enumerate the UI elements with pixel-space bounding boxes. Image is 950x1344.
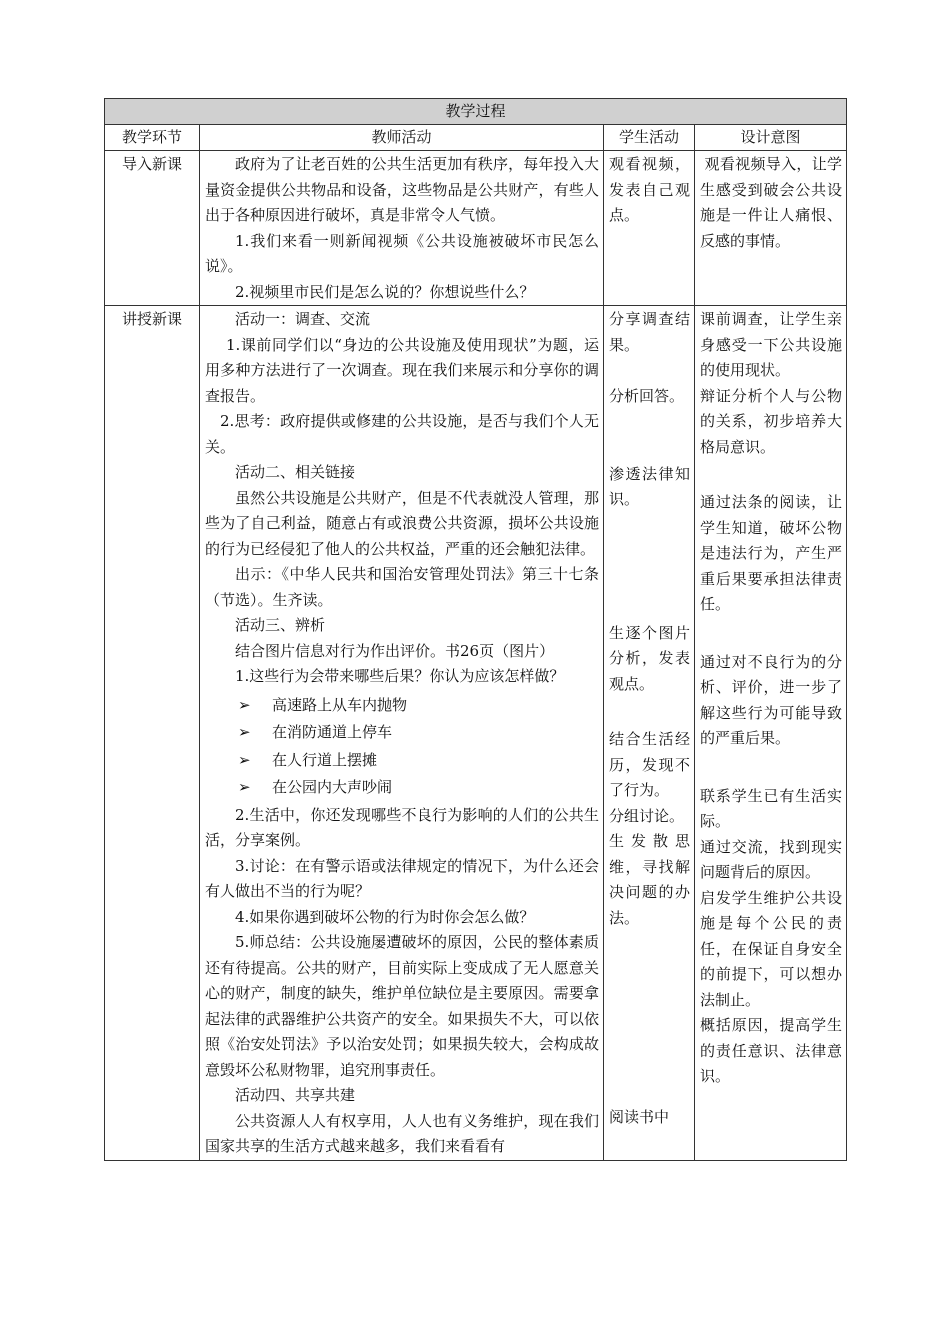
teacher-lecture (200, 306, 604, 1161)
activity1-p1: 1.课前同学们以“身边的公共设施及使用现状”为题，运用多种方法进行了一次调查。现在我们来展示和分享你的调查报告。 (205, 335, 599, 405)
header-student: 学生活动 (604, 125, 695, 151)
activity3-q1: 1.这些行为会带来哪些后果？你认为应该怎样做？ (235, 667, 565, 685)
header-teacher: 教师活动 (200, 125, 604, 151)
student-s1: 分享调查结果。 (609, 310, 690, 354)
header-row (105, 125, 847, 151)
activity1-title: 活动一：调查、交流 (235, 310, 371, 328)
intent-i6: 通过交流，找到现实问题背后的原因。 (700, 837, 843, 881)
arrow-bullet-icon: ➢ (238, 750, 251, 769)
header-stage: 教学环节 (105, 125, 200, 151)
student-s6: 分组讨论。 (609, 806, 685, 825)
student-s4: 生逐个图片分析，发表观点。 (609, 623, 690, 693)
activity2-p2: 出示：《中华人民共和国治安管理处罚法》第三十七条（节选）。生齐读。 (205, 565, 599, 609)
arrow-bullet-icon: ➢ (238, 723, 251, 741)
intent-i4: 通过对不良行为的分析、评价，进一步了解这些行为可能导致的严重后果。 (700, 652, 843, 747)
activity4-title: 活动四、共享共建 (235, 1086, 356, 1104)
student-s7: 生发散思维，寻找解决问题的办法。 (609, 832, 690, 927)
teacher-intro (200, 151, 604, 306)
student-s5: 结合生活经历，发现不了行为。 (609, 730, 690, 799)
intent-intro (695, 151, 847, 306)
arrow-bullet-icon: ➢ (238, 695, 251, 714)
intent-i1: 课前调查，让学生亲身感受一下公共设施的使用现状。 (700, 310, 843, 379)
stage-intro: 导入新课 (105, 151, 200, 306)
student-lecture (604, 306, 695, 1161)
list-item (205, 775, 599, 801)
activity1-p2: 2.思考：政府提供或修建的公共设施，是否与我们个人无关。 (205, 412, 599, 456)
activity3-q4: 4.如果你遇到破坏公物的行为时你会怎么做？ (235, 907, 535, 926)
bullet-text: 高速路上从车内抛物 (272, 695, 408, 714)
teaching-process-table (104, 98, 847, 1161)
intent-i8: 概括原因，提高学生的责任意识、法律意识。 (700, 1016, 843, 1085)
activity3-q5: 5.师总结：公共设施屡遭破坏的原因，公民的整体素质还有待提高。公共的财产，目前实际上变成成了无人愿意关心的财产，制度的缺失，维护单位缺位是主要原因。需要拿起法律的武器维护公共资产的安全。如果损失不大，可以依照《治安处罚法》予以治安处罚；如果损失较大，会构成故意毁坏公私财物罪，追究刑事责任。 (205, 933, 599, 1079)
table-title: 教学过程 (105, 99, 847, 125)
student-s3: 渗透法律知识。 (609, 464, 690, 508)
student-s2: 分析回答。 (609, 387, 685, 405)
arrow-bullet-icon: ➢ (238, 778, 251, 796)
activity3-q2: 2.生活中，你还发现哪些不良行为影响的人们的公共生活，分享案例。 (205, 805, 599, 849)
activity3-title: 活动三、辨析 (235, 616, 326, 634)
intent-i3: 通过法条的阅读，让学生知道，破坏公物是违法行为，产生严重后果要承担法律责任。 (700, 493, 843, 613)
activity3-p1: 结合图片信息对行为作出评价。书26页（图片） (235, 641, 555, 660)
intent-i2: 辩证分析个人与公物的关系，初步培养大格局意识。 (700, 386, 843, 456)
student-s8: 阅读书中 (609, 1108, 670, 1126)
activity4-p1: 公共资源人人有权享用，人人也有义务维护，现在我们国家共享的生活方式越来越多，我们来看看有 (205, 1111, 599, 1155)
teacher-intro-p2: 1.我们来看一则新闻视频《公共设施被破坏市民怎么说》。 (205, 231, 599, 275)
table-row-intro (105, 151, 847, 306)
student-intro (604, 151, 695, 306)
bullet-text: 在公园内大声吵闹 (272, 778, 393, 796)
bullet-text: 在消防通道上停车 (272, 723, 393, 741)
activity2-p1: 虽然公共设施是公共财产，但是不代表就没人管理，那些为了自己利益，随意占有或浪费公共资源，损坏公共设施的行为已经侵犯了他人的公共权益，严重的还会触犯法律。 (205, 488, 599, 558)
list-item (205, 720, 599, 746)
bullet-text: 在人行道上摆摊 (272, 750, 378, 769)
student-intro-text: 观看视频，发表自己观点。 (609, 155, 690, 224)
intent-intro-text: 观看视频导入，让学生感受到破会公共设施是一件让人痛恨、反感的事情。 (700, 155, 843, 250)
intent-lecture (695, 306, 847, 1161)
list-item (205, 693, 599, 719)
intent-i7: 启发学生维护公共设施是每个公民的责任，在保证自身安全的前提下，可以想办法制止。 (700, 888, 843, 1009)
activity2-title: 活动二、相关链接 (235, 463, 356, 481)
table-row-lecture (105, 306, 847, 1161)
header-intent: 设计意图 (695, 125, 847, 151)
intent-i5: 联系学生已有生活实际。 (700, 786, 843, 830)
teacher-intro-p1: 政府为了让老百姓的公共生活更加有秩序，每年投入大量资金提供公共物品和设备，这些物品是公共财产，有些人出于各种原因进行破坏，真是非常令人气愤。 (205, 155, 599, 224)
teacher-intro-p3: 2.视频里市民们是怎么说的？你想说些什么？ (235, 282, 535, 301)
stage-lecture: 讲授新课 (105, 306, 200, 1161)
activity3-q3: 3.讨论：在有警示语或法律规定的情况下，为什么还会有人做出不当的行为呢？ (205, 856, 599, 900)
list-item (205, 748, 599, 774)
